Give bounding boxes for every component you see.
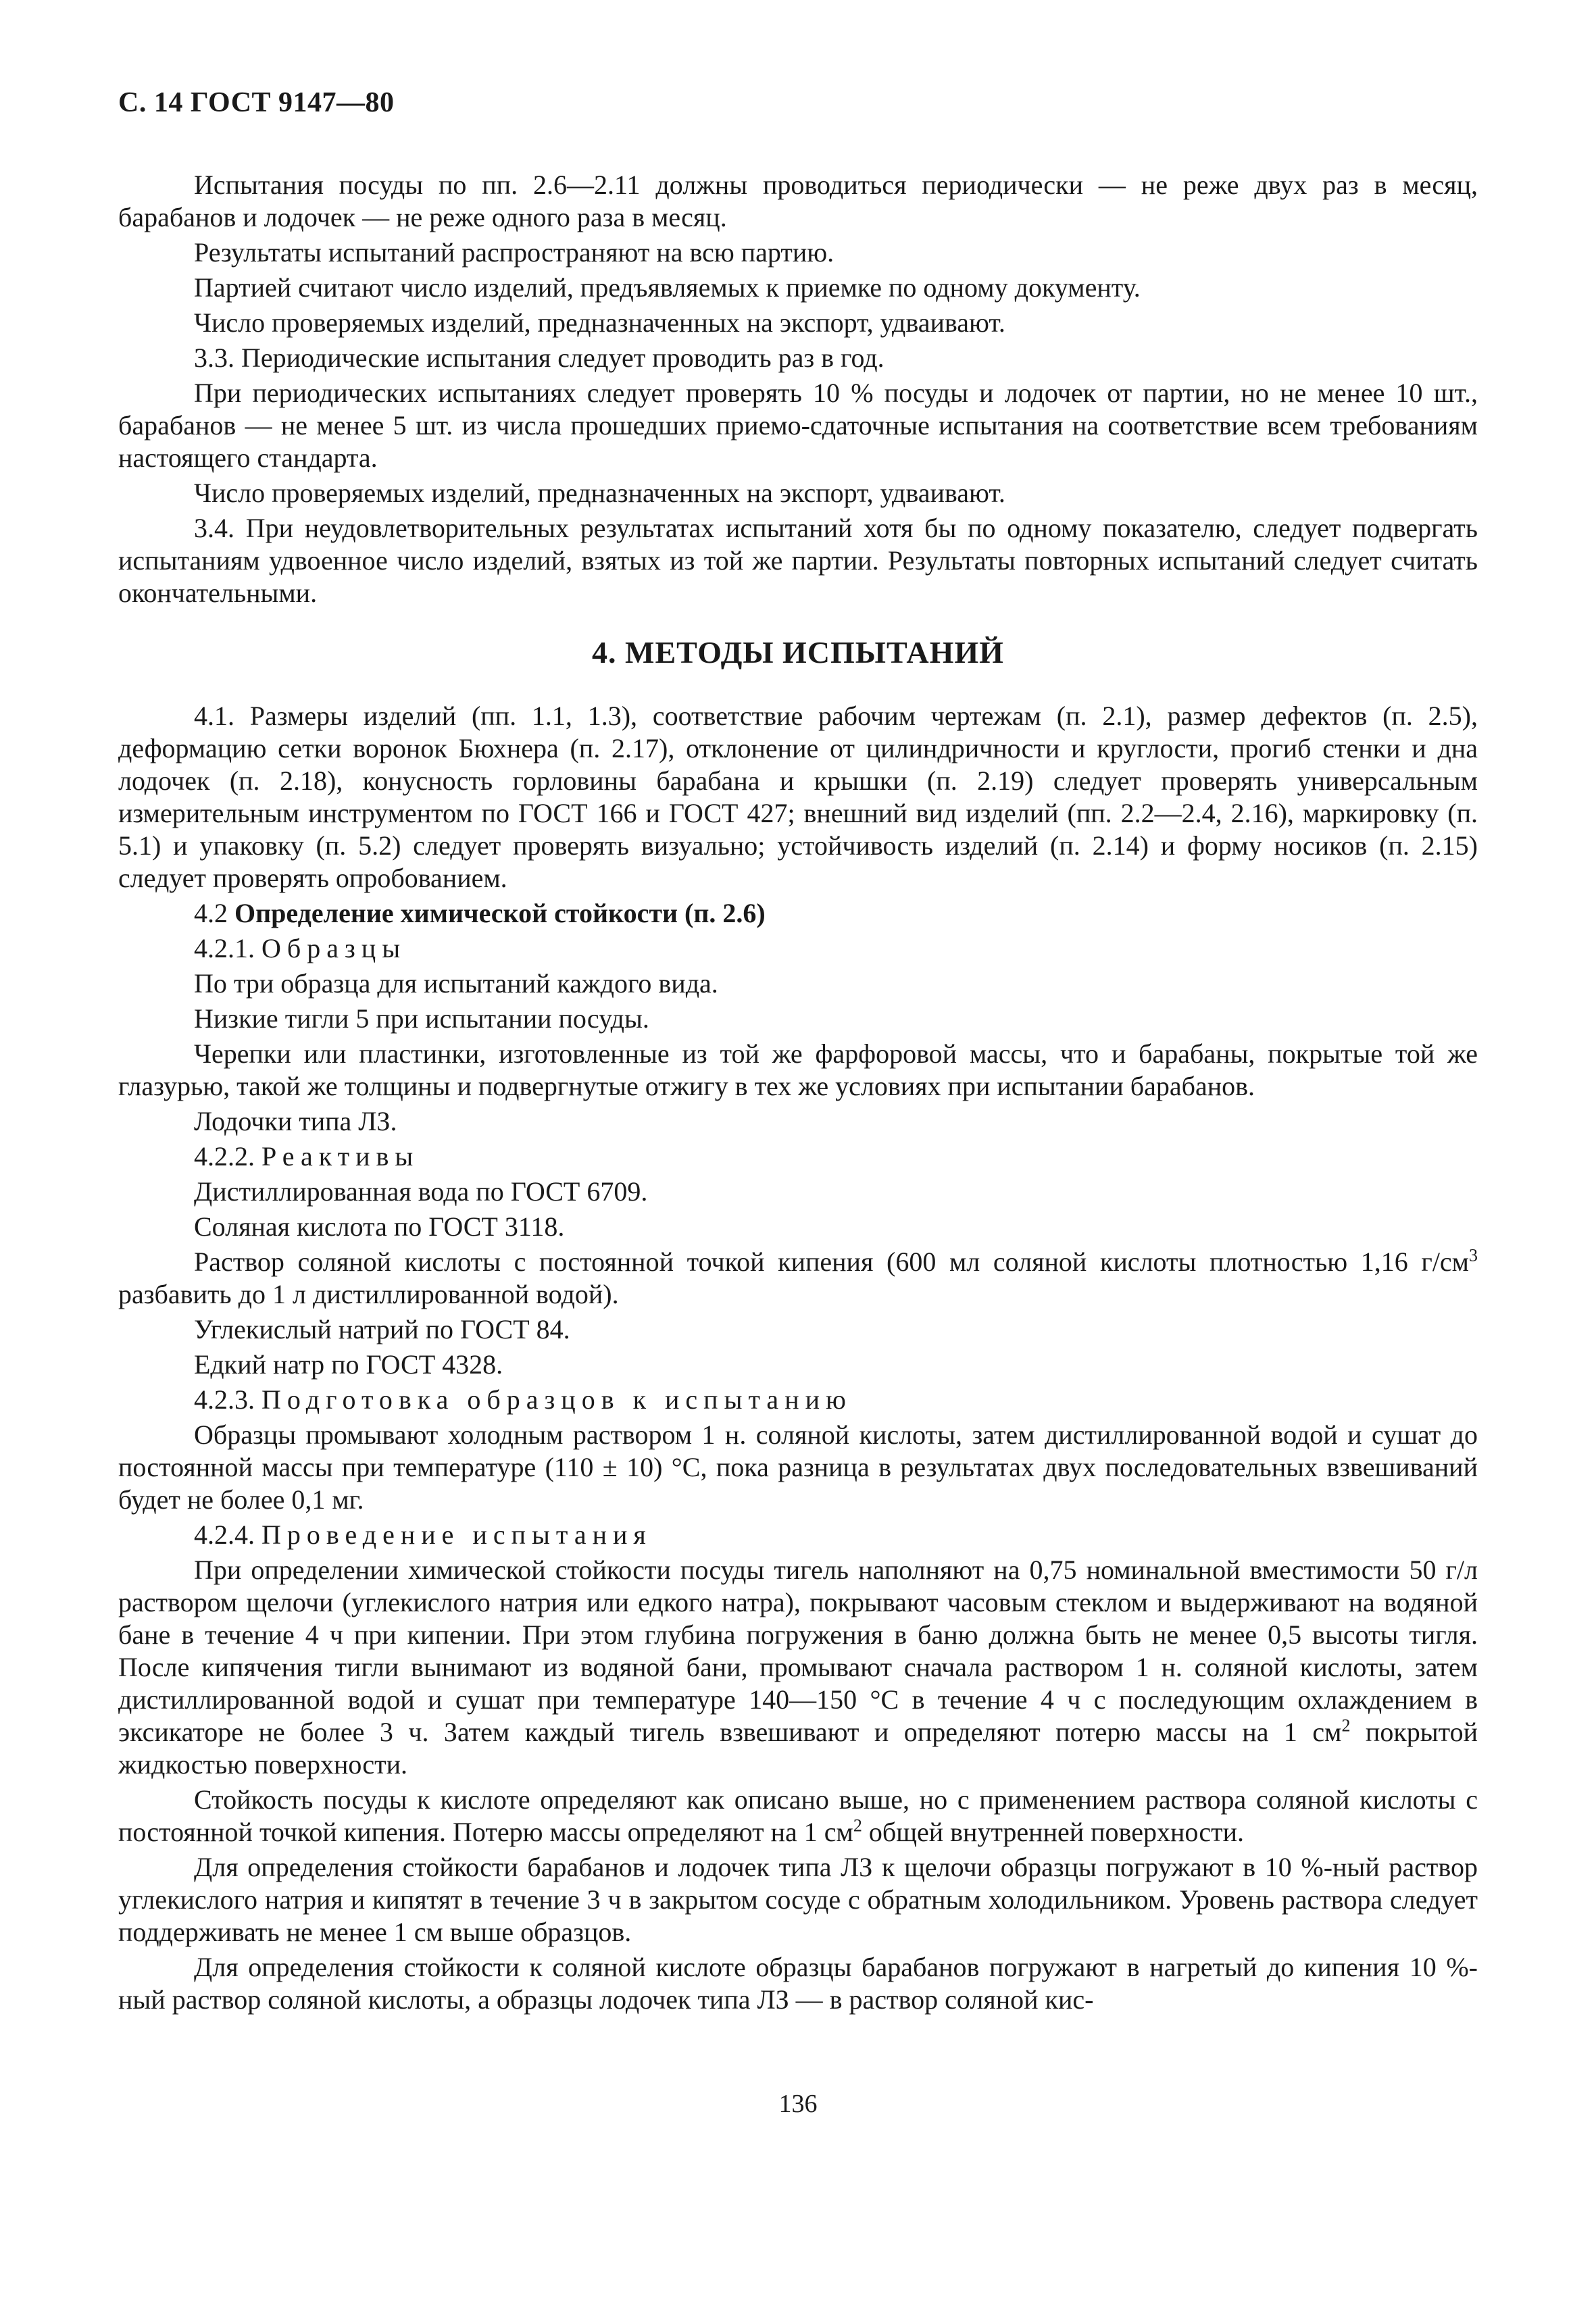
superscript: 3 <box>1469 1245 1478 1265</box>
paragraph: Лодочки типа ЛЗ. <box>194 1106 397 1136</box>
paragraph: Результаты испытаний распространяют на всю партию. <box>194 237 834 268</box>
section-heading: 4. МЕТОДЫ ИСПЫТАНИЙ <box>592 635 1004 670</box>
subsection-number: 4.2.1. <box>194 933 255 963</box>
text-run: покрытой жидкостью поверхности. <box>118 1717 1478 1780</box>
subsection-title: Проведение испытания <box>261 1519 652 1550</box>
paragraph: По три образца для испытаний каждого вида. <box>194 968 718 999</box>
subsection-heading <box>118 1140 1478 1173</box>
paragraph: Углекислый натрий по ГОСТ 84. <box>194 1314 570 1344</box>
paragraph: Низкие тигли 5 при испытании посуды. <box>194 1003 649 1034</box>
subsection-title: Определение химической стойкости (п. 2.6) <box>234 898 766 928</box>
subsection-number: 4.2.4. <box>194 1519 255 1550</box>
subsection-title: Реактивы <box>261 1141 420 1172</box>
paragraph: Для определения стойкости барабанов и лодочек типа ЛЗ к щелочи образцы погружают в 10 %-ный раствор углекислого натрия и кипятят в течение 3 ч в закрытом сосуде с обратным холодильником. Уровень раствора следует поддерживать не менее 1 см выше образцов. <box>118 1852 1478 1947</box>
paragraph: Испытания посуды по пп. 2.6—2.11 должны проводиться периодически — не реже двух раз в месяц, барабанов и лодочек — не реже одного раза в месяц. <box>118 170 1478 232</box>
text-run: Раствор соляной кислоты с постоянной точкой кипения (600 мл соляной кислоты плотностью 1,16 г/см <box>194 1247 1469 1277</box>
paragraph: 3.4. При неудовлетворительных результатах испытаний хотя бы по одному показателю, следует подвергать испытаниям удвоенное число изделий, взятых из той же партии. Результаты повторных испытаний следует считать окончательными. <box>118 513 1478 608</box>
paragraph: Образцы промывают холодным раствором 1 н. соляной кислоты, затем дистиллированной водой и сушат до постоянной массы при температуре (110 ± 10) °С, пока разница в результатах двух последовательных взвешиваний будет не более 0,1 мг. <box>118 1419 1478 1515</box>
subsection-title: Образцы <box>261 933 407 963</box>
paragraph: При периодических испытаниях следует проверять 10 % посуды и лодочек от партии, но не менее 10 шт., барабанов — не менее 5 шт. из числа прошедших приемо-сдаточные испытания на соответствие всем требованиям настоящего стандарта. <box>118 378 1478 473</box>
paragraph: Черепки или пластинки, изготовленные из той же фарфоровой массы, что и барабаны, покрытые той же глазурью, такой же толщины и подвергнутые отжигу в тех же условиях при испытании барабанов. <box>118 1038 1478 1101</box>
paragraph: Число проверяемых изделий, предназначенных на экспорт, удваивают. <box>194 307 1005 338</box>
paragraph: Дистиллированная вода по ГОСТ 6709. <box>194 1176 648 1207</box>
paragraph: Едкий натр по ГОСТ 4328. <box>194 1349 503 1380</box>
subsection-heading <box>118 1384 1478 1416</box>
subsection-number: 4.2.2. <box>194 1141 255 1172</box>
paragraph <box>118 1246 1478 1311</box>
paragraph: Для определения стойкости к соляной кислоте образцы барабанов погружают в нагретый до кипения 10 %-ный раствор соляной кислоты, а образцы лодочек типа ЛЗ — в раствор соляной кис- <box>118 1952 1478 2015</box>
subsection-title: Подготовка образцов к испытанию <box>261 1384 852 1415</box>
text-run: разбавить до 1 л дистиллированной водой). <box>118 1279 619 1309</box>
page-number: 136 <box>778 2090 818 2118</box>
paragraph: 4.1. Размеры изделий (пп. 1.1, 1.3), соответствие рабочим чертежам (п. 2.1), размер дефектов (п. 2.5), деформацию сетки воронок Бюхнера (п. 2.17), отклонение от цилиндричности и круглости, прогиб стенки и дна лодочек (п. 2.18), конусность горловины барабана и крышки (п. 2.19) следует проверять универсальным измерительным инструментом по ГОСТ 166 и ГОСТ 427; внешний вид изделий (пп. 2.2—2.4, 2.16), маркировку (п. 5.1) и упаковку (п. 5.2) следует проверять визуально; устойчивость изделий (п. 2.14) и форму носиков (п. 2.15) следует проверять опробованием. <box>118 701 1478 893</box>
paragraph: Соляная кислота по ГОСТ 3118. <box>194 1211 565 1242</box>
subsection-number: 4.2 <box>194 898 228 928</box>
paragraph <box>118 1554 1478 1781</box>
subsection-heading <box>118 1519 1478 1551</box>
paragraph: 3.3. Периодические испытания следует проводить раз в год. <box>194 343 884 373</box>
text-run: общей внутренней поверхности. <box>862 1817 1244 1847</box>
paragraph <box>118 1784 1478 1848</box>
subsection-heading <box>118 897 1478 930</box>
subsection-heading <box>118 932 1478 965</box>
subsection-number: 4.2.3. <box>194 1384 255 1415</box>
page-header: С. 14 ГОСТ 9147—80 <box>118 87 395 118</box>
paragraph: Число проверяемых изделий, предназначенных на экспорт, удваивают. <box>194 478 1005 508</box>
text-run: При определении химической стойкости посуды тигель наполняют на 0,75 номинальной вместимости 50 г/л раствором щелочи (углекислого натрия или едкого натра), покрывают часовым стеклом и выдерживают на водяной бане в течение 4 ч при кипении. При этом глубина погружения в баню должна быть не менее 0,5 высоты тигля. После кипячения тигли вынимают из водяной бани, промывают сначала раствором 1 н. соляной кислоты, затем дистиллированной водой и сушат при температуре 140—150 °С в течение 4 ч с последующим охлаждением в эксикаторе не более 3 ч. Затем каждый тигель взвешивают и определяют потерю массы на 1 см <box>118 1555 1478 1747</box>
page-body <box>118 169 1478 2019</box>
superscript: 2 <box>853 1815 862 1836</box>
paragraph: Партией считают число изделий, предъявляемых к приемке по одному документу. <box>194 272 1141 303</box>
superscript: 2 <box>1341 1715 1351 1736</box>
text-run: Стойкость посуды к кислоте определяют как описано выше, но с применением раствора соляной кислоты с постоянной точкой кипения. Потерю массы определяют на 1 см <box>118 1784 1478 1847</box>
